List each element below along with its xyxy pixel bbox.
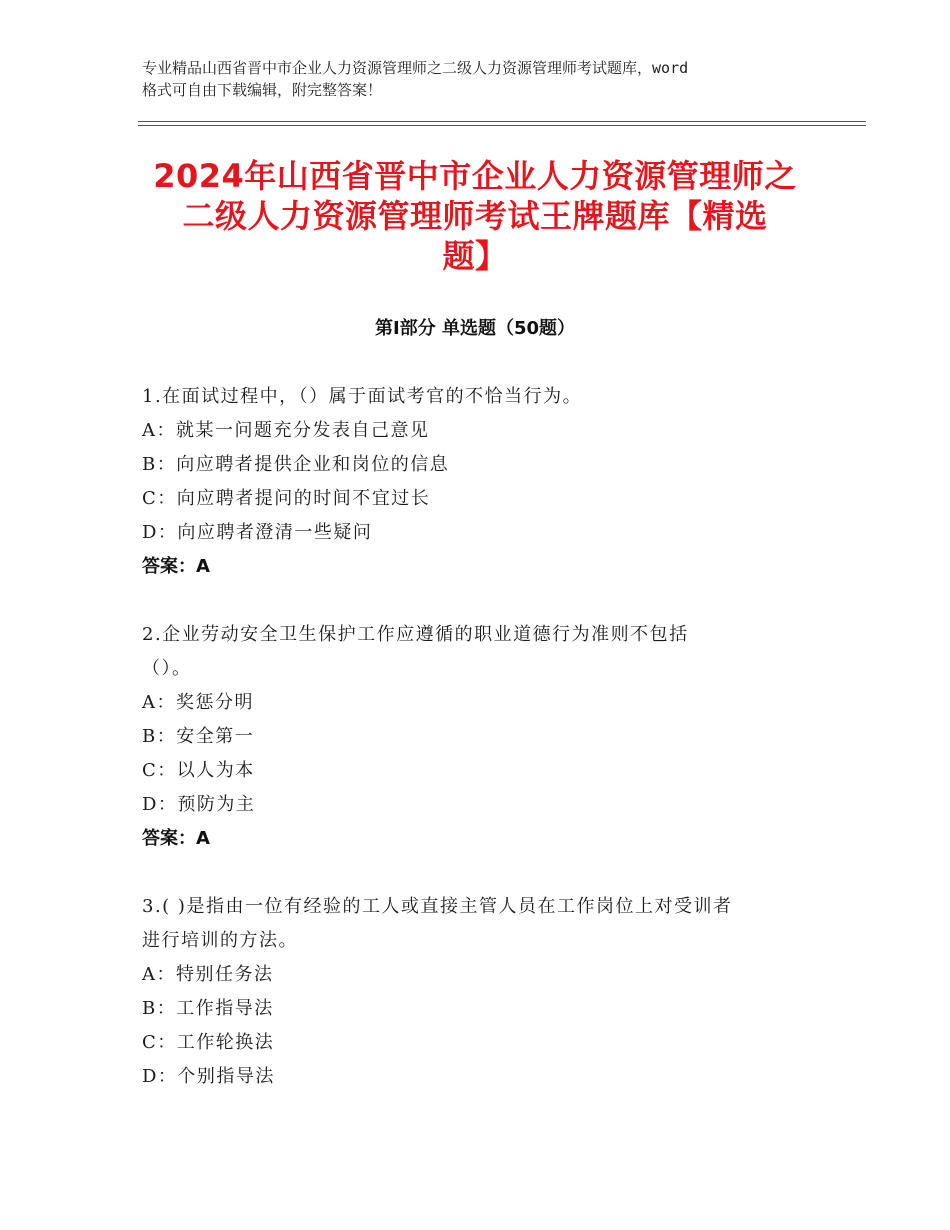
question-2 bbox=[142, 618, 812, 856]
option-d: D：向应聘者澄清一些疑问 bbox=[142, 522, 373, 543]
answer-label: 答案：A bbox=[142, 828, 210, 849]
question-1 bbox=[142, 380, 812, 584]
header-note-line-1: 专业精品山西省晋中市企业人力资源管理师之二级人力资源管理师考试题库，word bbox=[142, 59, 689, 77]
document-title-line-2: 二级人力资源管理师考试王牌题库【精选 bbox=[182, 197, 768, 235]
option-a: A：奖惩分明 bbox=[142, 692, 254, 713]
option-b: B：向应聘者提供企业和岗位的信息 bbox=[142, 454, 450, 475]
header-divider-bottom bbox=[138, 125, 866, 126]
question-list bbox=[142, 380, 812, 1128]
header-note-line-2: 格式可自由下载编辑，附完整答案！ bbox=[142, 81, 383, 99]
question-stem-continued: 进行培训的方法。 bbox=[142, 930, 298, 951]
question-stem: 1.在面试过程中，（）属于面试考官的不恰当行为。 bbox=[142, 386, 583, 407]
answer-label: 答案：A bbox=[142, 556, 210, 577]
document-title bbox=[130, 156, 820, 276]
option-a: A：就某一问题充分发表自己意见 bbox=[142, 420, 430, 441]
option-a: A：特别任务法 bbox=[142, 964, 274, 985]
option-b: B：安全第一 bbox=[142, 726, 255, 747]
option-c: C：以人为本 bbox=[142, 760, 255, 781]
header-note bbox=[142, 57, 822, 101]
question-stem: 2.企业劳动安全卫生保护工作应遵循的职业道德行为准则不包括 bbox=[142, 624, 689, 645]
header-divider-top bbox=[138, 121, 866, 122]
question-stem-continued: （）。 bbox=[142, 658, 192, 679]
question-3 bbox=[142, 890, 812, 1094]
option-b: B：工作指导法 bbox=[142, 998, 274, 1019]
document-title-line-1: 2024年山西省晋中市企业人力资源管理师之 bbox=[153, 157, 797, 195]
option-d: D：预防为主 bbox=[142, 794, 256, 815]
question-stem: 3.( )是指由一位有经验的工人或直接主管人员在工作岗位上对受训者 bbox=[142, 896, 733, 917]
option-c: C：向应聘者提问的时间不宜过长 bbox=[142, 488, 431, 509]
option-c: C：工作轮换法 bbox=[142, 1032, 275, 1053]
document-title-line-3: 题】 bbox=[442, 237, 508, 275]
section-heading: 第Ⅰ部分 单选题（50题） bbox=[374, 318, 575, 339]
option-d: D：个别指导法 bbox=[142, 1066, 275, 1087]
